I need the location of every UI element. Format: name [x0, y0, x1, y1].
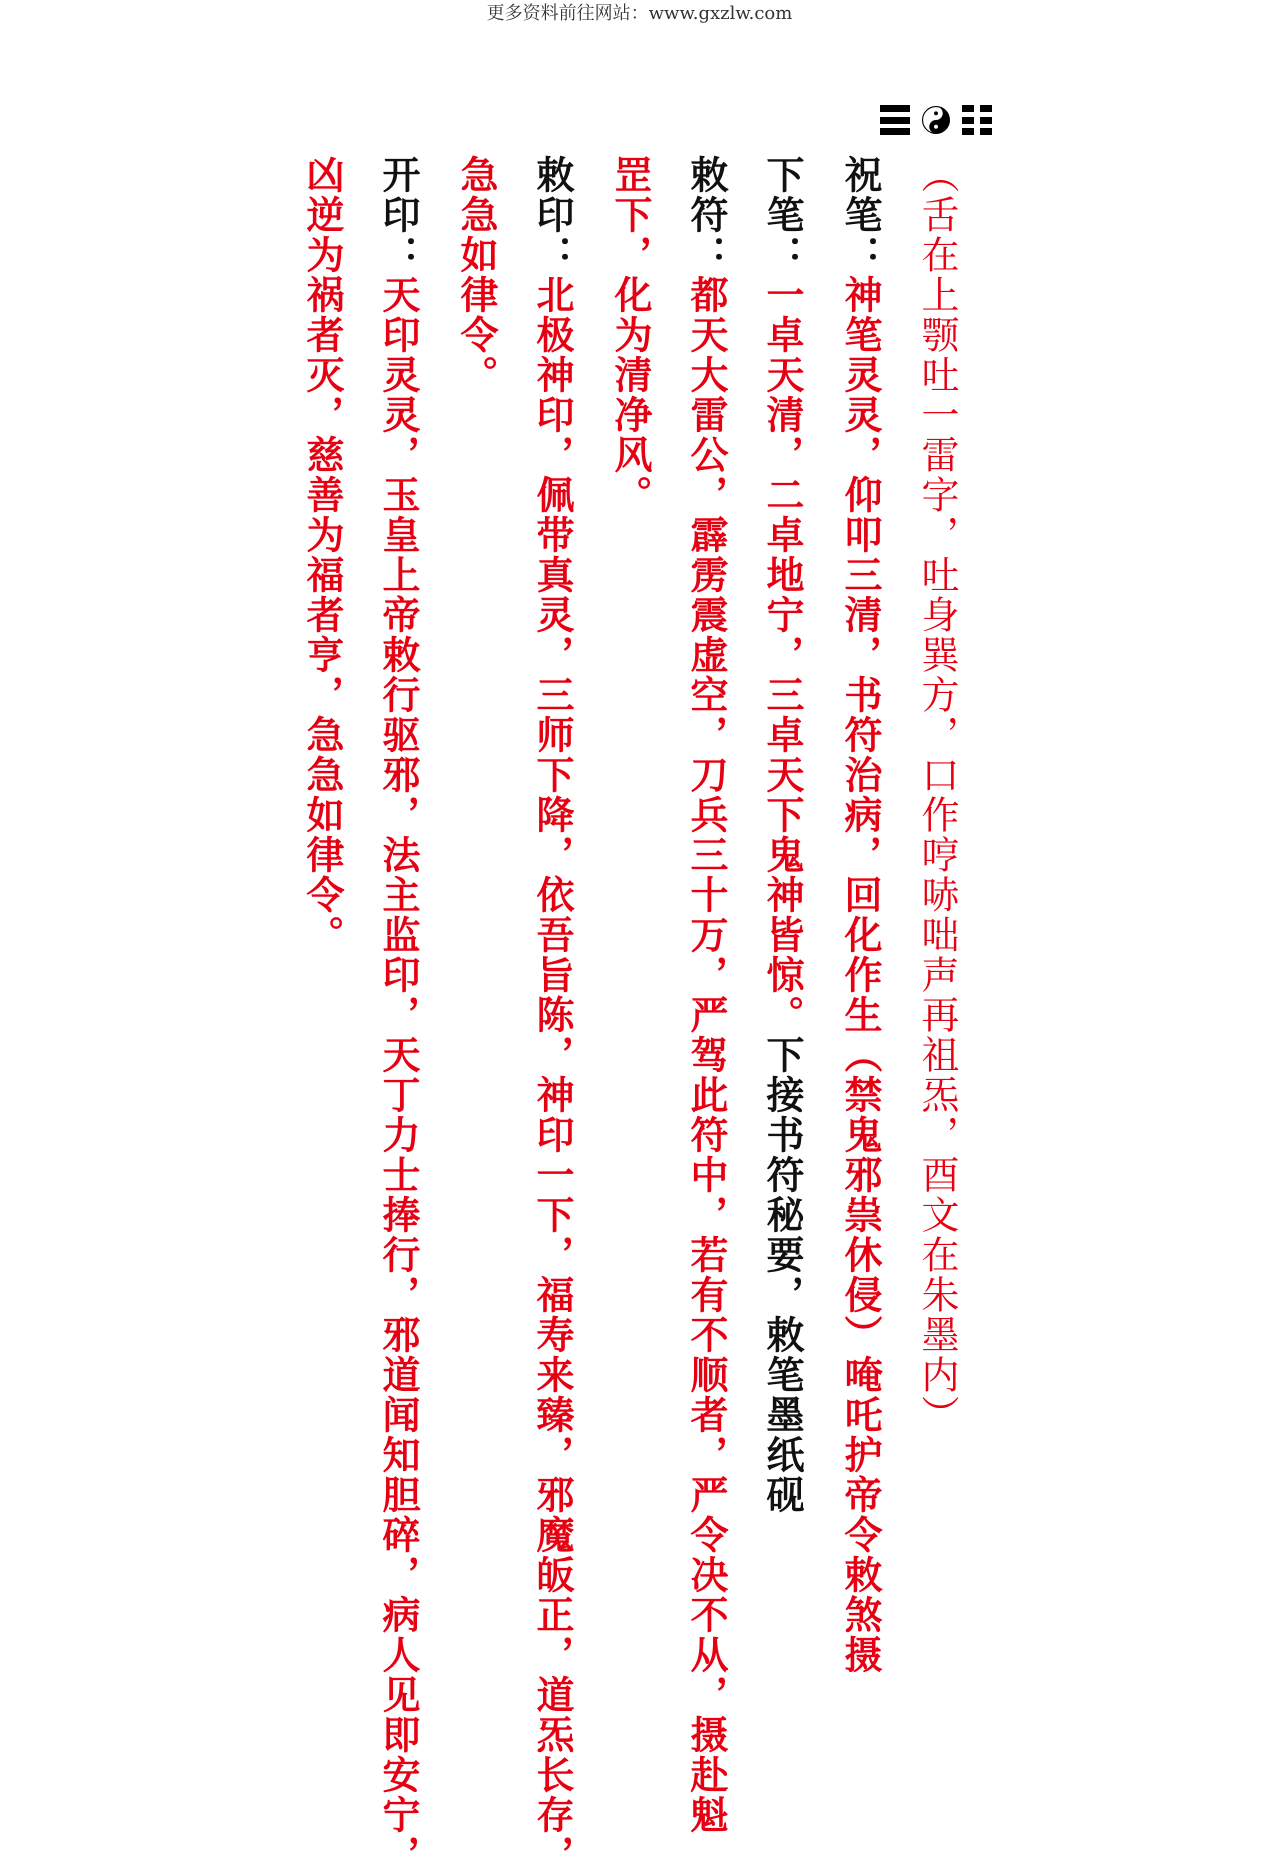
chi-fu-text: 都天大雷公，霹雳震虚空，刀兵三十万，严驾此符中，若有不顺者，严令决不从，摄赴魁: [684, 275, 729, 1835]
column-chi-fu-continued: [608, 155, 652, 515]
column-chi-fu: [684, 155, 728, 1835]
earth-trigram-icon: [962, 105, 992, 135]
kai-yin-continued-text: 凶逆为祸者灭，慈善为福者亨，急急如律令。: [300, 155, 345, 955]
zhu-bi-label: 祝笔：: [838, 155, 883, 275]
column-xia-bi: [760, 155, 804, 1515]
zhu-bi-text: 神笔灵灵，仰叩三清，书符治病，回化作生（禁鬼邪祟休侵）唵吒护帝令敕煞摄: [838, 275, 883, 1675]
kai-yin-label: 开印：: [376, 155, 421, 275]
heaven-trigram-icon: [880, 105, 910, 135]
column-chi-yin: [530, 155, 574, 1875]
note-text: （舌在上颚吐一雷字，吐身巽方，口作哼哧咄声再祖炁，酉文在朱墨内）: [915, 155, 959, 1435]
chi-fu-label: 敕符：: [684, 155, 729, 275]
column-chi-yin-continued: [454, 155, 498, 395]
xia-bi-text: 一卓天清，二卓地宁，三卓天下鬼神皆惊。: [760, 275, 805, 1035]
chi-yin-continued-text: 急急如律令。: [454, 155, 499, 395]
column-kai-yin: [376, 155, 420, 1875]
column-note: [915, 155, 959, 1435]
kai-yin-text: 天印灵灵，玉皇上帝敕行驱邪，法主监印，天丁力士捧行，邪道闻知胆碎，病人见即安宁，: [376, 275, 421, 1875]
xia-bi-note: 下接书符秘要，敕笔墨纸砚: [760, 1035, 805, 1515]
chi-fu-continued-text: 罡下，化为清净风。: [608, 155, 653, 515]
column-zhu-bi: [838, 155, 882, 1675]
taiji-icon: [922, 106, 950, 134]
xia-bi-label: 下笔：: [760, 155, 805, 275]
column-kai-yin-continued: [300, 155, 344, 955]
chi-yin-label: 敕印：: [530, 155, 575, 275]
header-site-text: 更多资料前往网站：www.gxzlw.com: [486, 3, 793, 24]
chi-yin-text: 北极神印，佩带真灵，三师下降，依吾旨陈，神印一下，福寿来臻，邪魔皈正，道炁长存，: [530, 275, 575, 1875]
trigram-symbols: [880, 100, 992, 140]
